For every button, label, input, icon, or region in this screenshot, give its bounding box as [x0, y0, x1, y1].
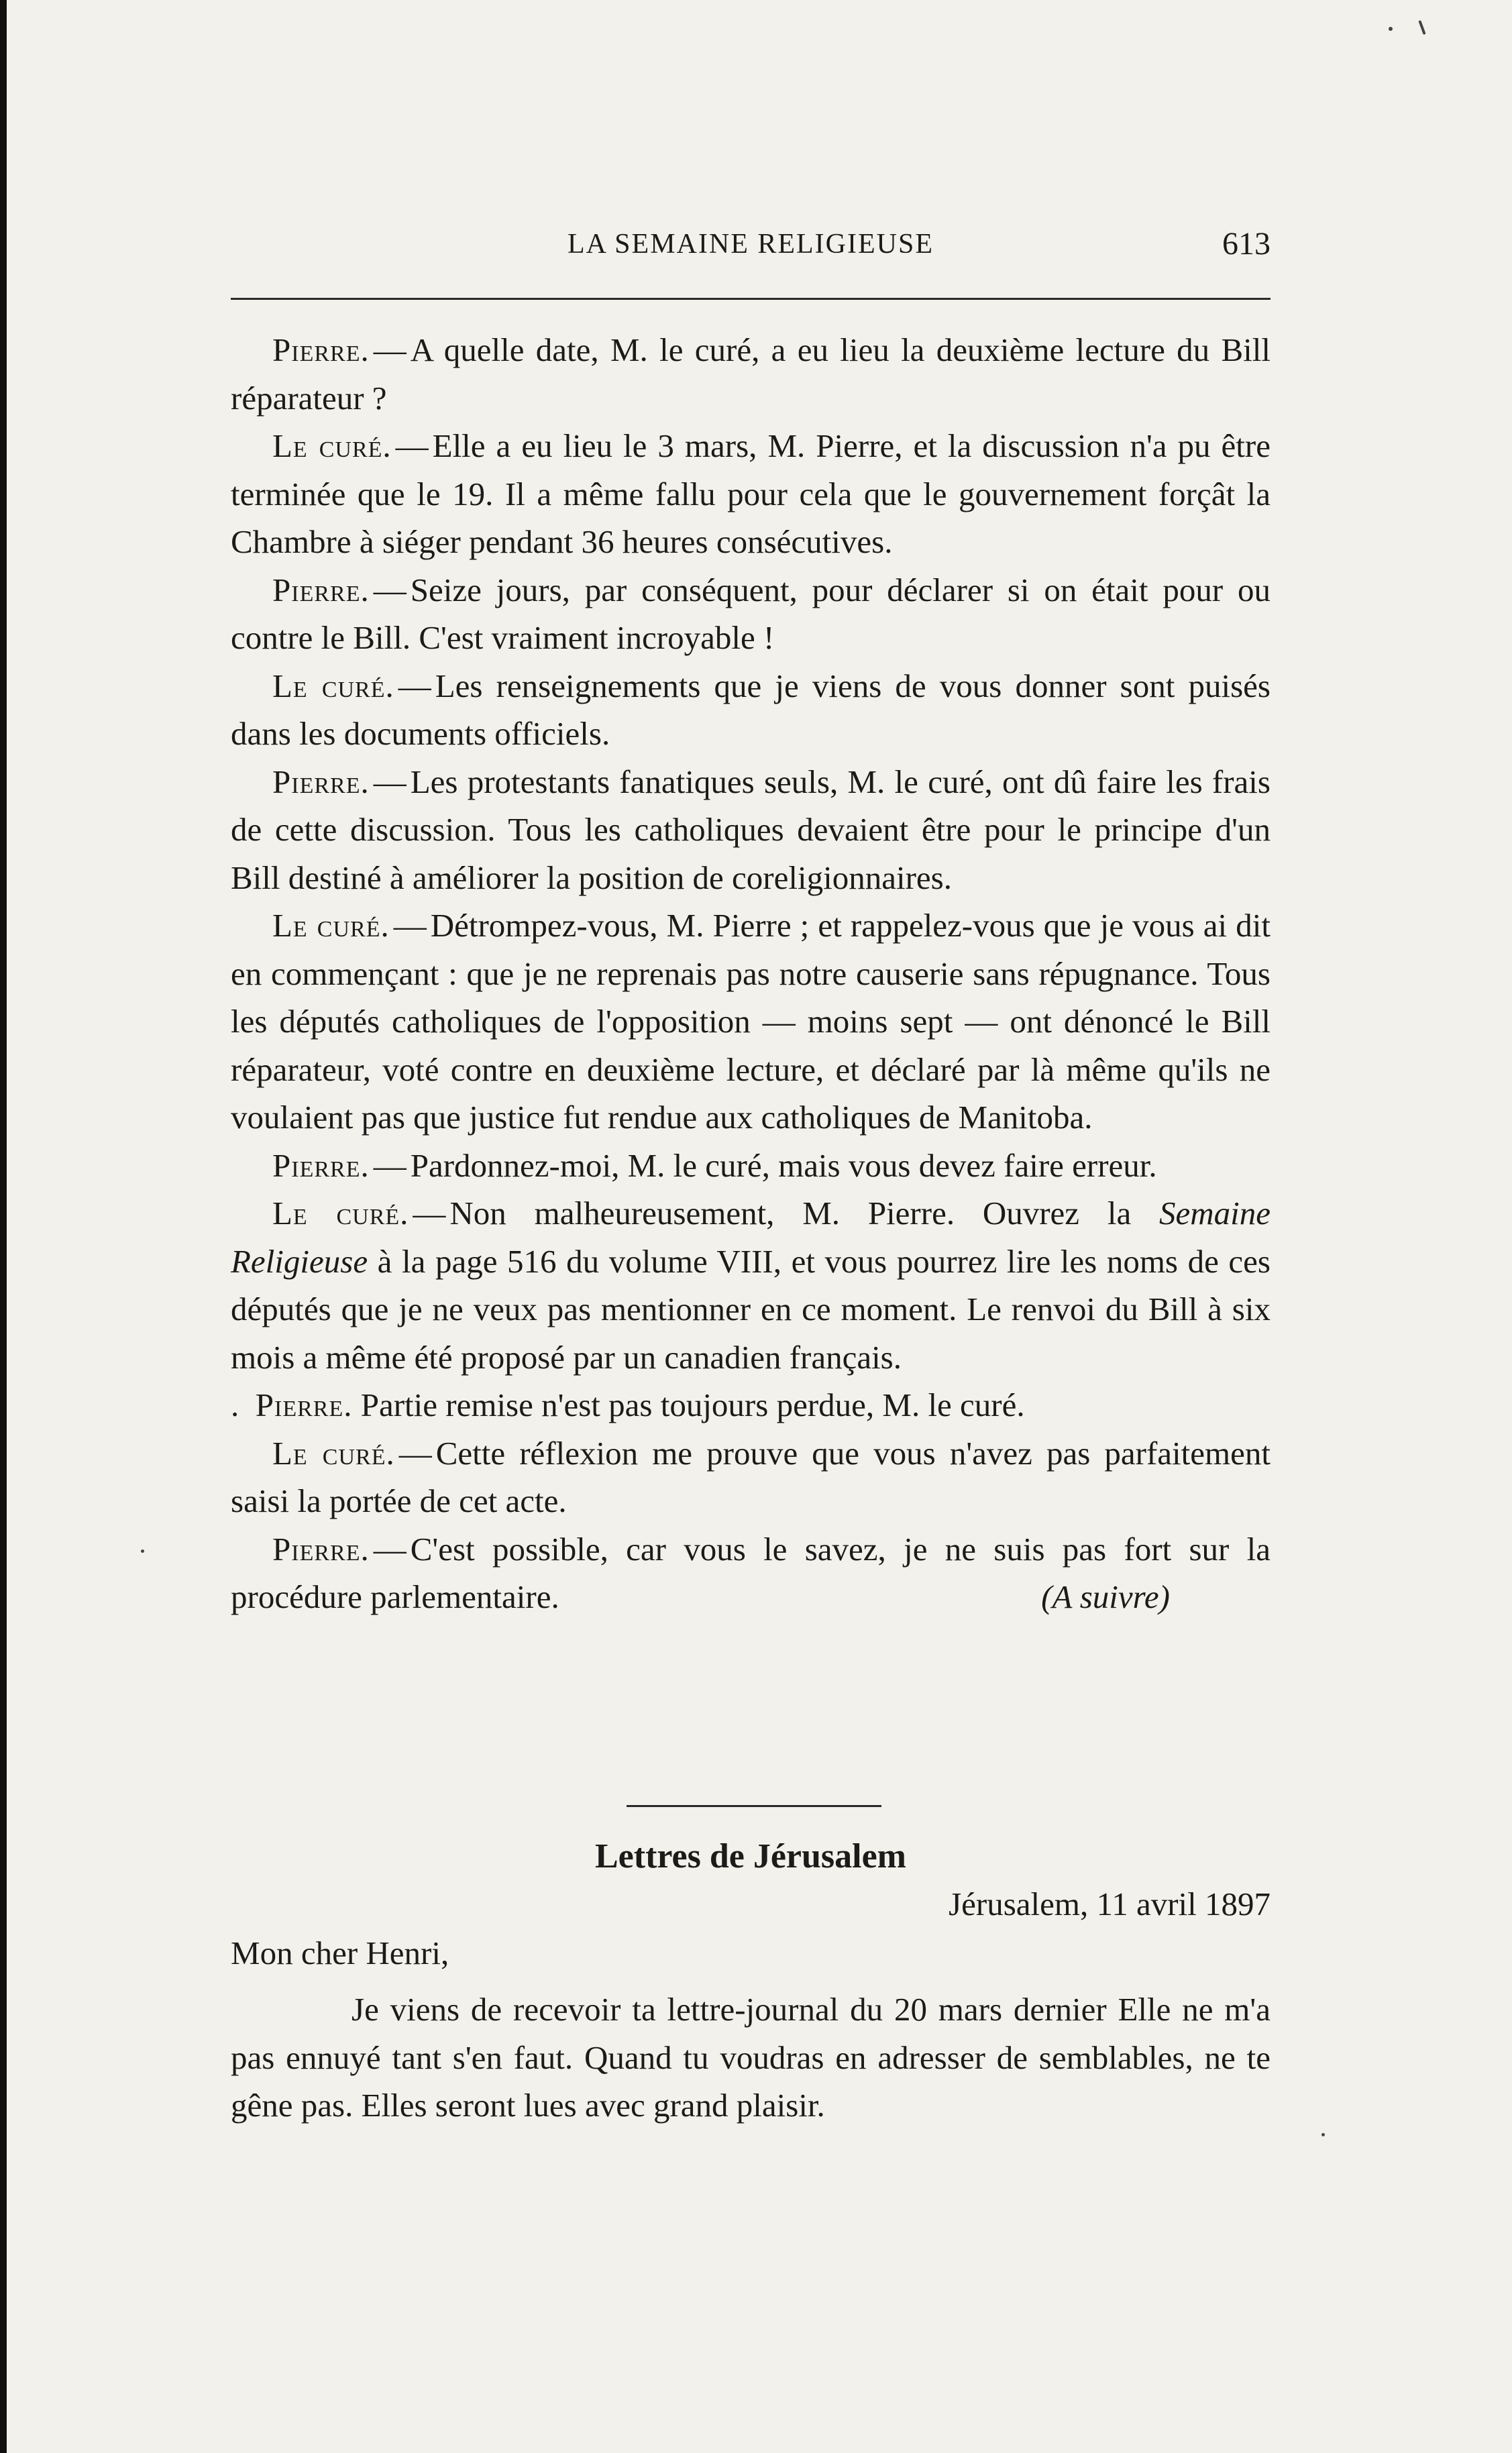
em-dash: —: [398, 1434, 432, 1472]
speaker-name: Pierre.: [272, 1530, 370, 1568]
dialogue-paragraph: [231, 758, 1271, 902]
letter-heading: Lettres de Jérusalem: [594, 1837, 906, 1875]
dialogue-paragraph: [231, 1189, 1271, 1381]
dialogue-text: Détrompez-vous, M. Pierre ; et rappelez-vous que je vous ai dit en commençant : que je ne reprenais pas notre causerie sans répugnance. Tous les députés catholiques de l'opposition — moins sept — ont dénoncé le Bill réparateur, voté contre en deuxième lecture, et déclaré par là même qu'ils ne voulaient pas que justice fut rendue aux catholiques de Manitoba.: [231, 907, 1271, 1136]
scan-speck: [1321, 2133, 1325, 2136]
running-header: [231, 228, 1271, 279]
dialogue-paragraph: [231, 662, 1271, 758]
speaker-name: Pierre.: [255, 1386, 353, 1423]
em-dash: —: [373, 571, 407, 608]
section-divider: [627, 1805, 881, 1807]
dialogue-text: Elle a eu lieu le 3 mars, M. Pierre, et la discussion n'a pu être terminée que le 19. Il a même fallu pour cela que le gouvernement forçât la Chambre à siéger pendant 36 heures consécutives.: [231, 427, 1271, 560]
dialogue-paragraph: [231, 326, 1271, 422]
speaker-name: Le curé.: [272, 667, 394, 704]
stray-dot: .: [231, 1386, 239, 1423]
speaker-name: Pierre.: [272, 571, 370, 608]
dialogue-text: A quelle date, M. le curé, a eu lieu la deuxième lecture du Bill réparateur ?: [231, 331, 1271, 417]
dialogue-text: Partie remise n'est pas toujours perdue, M. le curé.: [360, 1386, 1025, 1423]
scan-speck: [141, 1549, 144, 1553]
speaker-name: Le curé.: [272, 1434, 395, 1472]
dialogue-paragraph: [231, 1381, 1271, 1429]
em-dash: —: [413, 1195, 446, 1232]
dialogue-text: Non malheureusement, M. Pierre. Ouvrez la: [449, 1195, 1159, 1232]
dialogue-text: C'est possible, car vous le savez, je ne suis pas fort sur la procédure parlementaire.: [231, 1530, 1271, 1615]
dialogue-text: Cette réflexion me prouve que vous n'avez pas parfaitement saisi la portée de cet acte.: [231, 1434, 1271, 1519]
letter-body: Je viens de recevoir ta lettre-journal du 20 mars dernier Elle ne m'a pas ennuyé tant s'en faut. Quand tu voudras en adresser de semblables, ne te gêne pas. Elles seront lues avec grand plaisir.: [231, 1991, 1271, 2124]
page-binding-edge: [0, 0, 7, 2453]
header-rule: [231, 298, 1271, 300]
scan-speck: [1389, 27, 1393, 31]
dialogue-text: Les protestants fanatiques seuls, M. le curé, ont dû faire les frais de cette discussion. Tous les catholiques devaient être pour le principe d'un Bill destiné à améliorer la position de coreligionnaires.: [231, 763, 1271, 896]
running-title: LA SEMAINE RELIGIEUSE: [568, 229, 934, 260]
document-page: [231, 226, 1271, 2124]
speaker-name: Le curé.: [272, 907, 390, 944]
speaker-name: Le curé.: [272, 427, 392, 464]
em-dash: —: [373, 1146, 407, 1184]
em-dash: —: [373, 1530, 407, 1568]
dialogue-paragraph: [231, 566, 1271, 662]
dialogue-text: à la page 516 du volume VIII, et vous pourrez lire les noms de ces députés que je ne veux pas mentionner en ce moment. Le renvoi du Bill à six mois a même été proposé par un canadien français.: [231, 1242, 1271, 1376]
page-number: 613: [1222, 226, 1271, 262]
speaker-name: Pierre.: [272, 763, 370, 800]
dialogue-paragraph: [231, 1429, 1271, 1525]
to-be-continued: (A suivre): [1041, 1578, 1170, 1615]
dialogue-paragraph: [231, 422, 1271, 566]
em-dash: —: [373, 763, 407, 800]
letter-salutation: Mon cher Henri,: [231, 1934, 449, 1971]
dialogue-paragraph: [231, 1142, 1271, 1190]
dialogue-text: Pardonnez-moi, M. le curé, mais vous devez faire erreur.: [410, 1146, 1157, 1184]
dialogue-text: Seize jours, par conséquent, pour déclarer si on était pour ou contre le Bill. C'est vraiment incroyable !: [231, 571, 1271, 656]
publication-title: Semaine Religieuse: [231, 1195, 1271, 1280]
em-dash: —: [398, 667, 431, 704]
letter-dateline: Jérusalem, 11 avril 1897: [949, 1886, 1271, 1922]
dialogue: [231, 326, 1271, 1621]
scan-speck: [1418, 20, 1425, 35]
em-dash: —: [393, 907, 427, 944]
em-dash: —: [395, 427, 429, 464]
speaker-name: Pierre.: [272, 331, 370, 368]
dialogue-paragraph: [231, 902, 1271, 1142]
em-dash: —: [373, 331, 407, 368]
speaker-name: Pierre.: [272, 1146, 370, 1184]
dialogue-text: Les renseignements que je viens de vous donner sont puisés dans les documents officiels.: [231, 667, 1271, 752]
dialogue-paragraph: [231, 1525, 1271, 1621]
speaker-name: Le curé.: [272, 1195, 409, 1232]
